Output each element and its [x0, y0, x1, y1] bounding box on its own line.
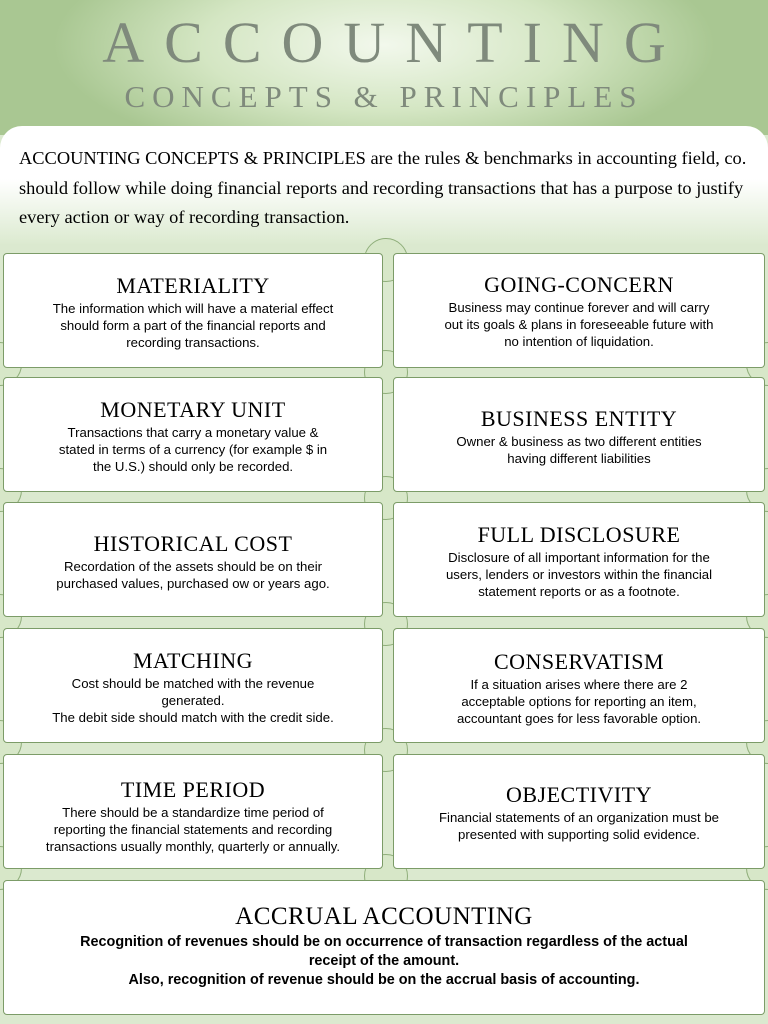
concept-title: BUSINESS ENTITY	[480, 406, 678, 431]
concept-card-matching	[3, 628, 383, 743]
concept-description: The information which will have a material effect should form a part of the financial reports and recording transactions.	[52, 301, 334, 350]
concept-description: Owner & business as two different entities having different liabilities	[456, 434, 702, 466]
concept-card-historical-cost	[3, 502, 383, 617]
concept-description: Cost should be matched with the revenue generated. The debit side should match with the credit side.	[52, 676, 334, 725]
page-title: ACCOUNTING	[102, 10, 686, 75]
concept-card-going-concern	[393, 253, 765, 368]
concept-title: ACCRUAL ACCOUNTING	[235, 903, 533, 930]
concept-description: Financial statements of an organization must be presented with supporting solid evidence.	[438, 810, 720, 842]
concept-title: MATERIALITY	[116, 273, 270, 298]
concept-card-materiality	[3, 253, 383, 368]
concept-description: Disclosure of all important information for the users, lenders or investors within the financial statement reports or as a footnote.	[445, 550, 713, 599]
concept-card-monetary-unit	[3, 377, 383, 492]
header-banner	[0, 0, 768, 135]
concept-description: Business may continue forever and will carry out its goals & plans in foreseeable future with no intention of liquidation.	[444, 300, 714, 349]
concept-title: TIME PERIOD	[120, 777, 266, 802]
concept-description: Recognition of revenues should be on occurrence of transaction regardless of the actual receipt of the amount. Also, recognition of revenue should be on the accrual basis of accounting.	[80, 934, 688, 988]
concept-card-objectivity	[393, 754, 765, 869]
concept-card-conservatism	[393, 628, 765, 743]
concept-description: If a situation arises where there are 2 acceptable options for reporting an item, accountant goes for less favorable option.	[456, 677, 702, 726]
concept-card-full-disclosure	[393, 502, 765, 617]
concept-title: FULL DISCLOSURE	[477, 522, 681, 547]
concept-title: GOING-CONCERN	[484, 272, 674, 297]
concept-card-accrual-accounting	[3, 880, 765, 1015]
concept-title: OBJECTIVITY	[505, 782, 653, 807]
concept-description: Transactions that carry a monetary value & stated in terms of a currency (for example $ in the U.S.) should only be recorded.	[58, 425, 328, 474]
concept-title: CONSERVATISM	[493, 649, 665, 674]
concept-title: HISTORICAL COST	[93, 531, 293, 556]
concept-title: MONETARY UNIT	[100, 397, 286, 422]
concept-description: There should be a standardize time period of reporting the financial statements and recording transactions usually monthly, quarterly or annually.	[45, 805, 341, 854]
concept-description: Recordation of the assets should be on their purchased values, purchased ow or years ago.	[56, 559, 330, 591]
concept-card-business-entity	[393, 377, 765, 492]
concept-title: MATCHING	[132, 648, 254, 673]
intro-text: ACCOUNTING CONCEPTS & PRINCIPLES are the rules & benchmarks in accounting field, co. should follow while doing financial reports and recording transactions that has a purpose to justify every action or way of recording transaction.	[19, 148, 747, 227]
page-subtitle: CONCEPTS & PRINCIPLES	[124, 79, 644, 114]
concept-card-time-period	[3, 754, 383, 869]
